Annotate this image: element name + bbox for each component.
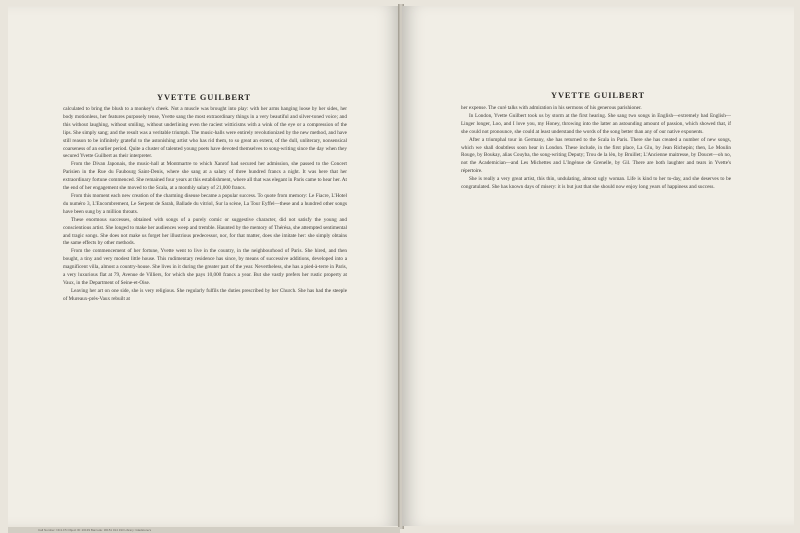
left-page-text [63, 106, 347, 304]
left-page-heading: YVETTE GUILBERT [157, 93, 251, 102]
left-paragraph-3: From this moment each new creation of the charming diseuse became a popular success. To quote from memory: Le Fiacre, L'Hotel du numéro 3, L'Encombrement, Le Serpent de Sarah, Ballade du vitriol, Sur la scène, La Tour Eyffel—these and a hundred other songs have been sung by a million throats. [63, 192, 347, 215]
catalog-footer-strip: Call Number: NC1.F5 Object ID: 20139 Barcode: 36151 014 193 Library: Gladstone's [8, 527, 400, 533]
left-paragraph-5: From the commencement of her fortune, Yvette went to live in the country, in the neighbourhood of Paris. She hired, and then bought, a tiny and very modest little house. This rudimentary residence has since, by means of successive additions, developed into a magnificent villa, almost a country-house. She lives in it during the greater part of the year. Nevertheless, she has a pied-à-terre in Paris, a very luxurious flat at 79, Avenue de Villiers, for which she pays 10,000 francs a year. But she vastly prefers her rustic property at Vaux, in the Department of Seine-et-Oise. [63, 248, 347, 286]
right-page [402, 6, 794, 526]
right-paragraph-4: She is really a very great artist, this thin, undulating, almost ugly woman. Life is kind to her to-day, and she deserves to be congratulated. She has known days of misery: it is but just that she should now enjoy long years of happiness and success. [461, 176, 731, 191]
right-paragraph-1: her expense. The curé talks with admiration in his sermons of his generous parishioner. [461, 105, 642, 111]
left-paragraph-1: calculated to bring the blush to a monkey's cheek. Not a muscle was brought into play: with her arms hanging loose by her sides, her body motionless, her features purposely tense, Yvette sang the most extraordinary things in a very beautiful and silver-toned voice; and this without laughing, without smiling, without underlining even the raciest witticisms with a wink of the eye or a compression of the lips. She simply sang; and the result was a veritable triumph. The music-halls were entirely revolutionized by the new method, and have still reason to be infinitely grateful to the astonishing artist who has rid them, to so great an extent, of the dull, unliterary, nonsensical coarseness of an earlier period. Quite a cluster of talented young poets have devoted themselves to song-writing since the day when they secured Yvette Guilbert as their interpreter. [63, 106, 347, 160]
left-paragraph-6: Leaving her art on one side, she is very religious. She regularly fulfils the duties prescribed by her Church. She has had the steeple of Mureaux-près-Vaux rebuilt at [63, 287, 347, 302]
left-paragraph-4: These enormous successes, obtained with songs of a purely comic or suggestive character, did not satisfy the young and conscientious artist. She longed to make her audiences weep and tremble. Haunted by the memory of Thérésa, she attempted sentimental and tragic songs. She does not make us forget her illustrious predecessor, nor, for that matter, does she imitate her: she simply obtains the same effects by other methods. [63, 216, 347, 247]
right-paragraph-3: After a triumphal tour in Germany, she has returned to the Scala in Paris. There she has created a number of new songs, which we shall doubtless soon hear in London. These include, in the first place, La Glu, by Jean Richepin; then, Le Moulin Rouge, by Boukay, alias Couyba, the song-writing Deputy; Trou de la lèn, by Bruillet; L'Ancienne maitresse, by Doucet—oh no, not the Academician—and Les Michettes and L'Ingénue de Grenelle, by Gil. There are both laughter and tears in Yvette's répertoire. [461, 136, 731, 175]
right-paragraph-2: In London, Yvette Guilbert took us by storm at the first hearing. She sang two songs in English—extremely bad English—Linger longer, Loo, and I love you, my Honey, throwing into the latter an astounding amount of passion, which showed that, if she could not pronounce, she could at least understand the words of the song better than any of our native exponents. [461, 112, 731, 135]
right-page-heading: YVETTE GUILBERT [551, 91, 645, 100]
right-page-text [461, 105, 731, 192]
left-page [8, 6, 400, 526]
left-paragraph-2: From the Divan Japonais, the music-hall at Montmartre to which Xanrof had secured her admission, she passed to the Concert Parisien in the Rue du Faubourg Saint-Denis, where she sang at a salary of three hundred francs a night. It was here that her extraordinary fortune commenced. She remained four years at this establishment, where all that was elegant in Paris came to hear her. At the end of her engagement she moved to the Scala, at a monthly salary of 21,000 francs. [63, 161, 347, 192]
